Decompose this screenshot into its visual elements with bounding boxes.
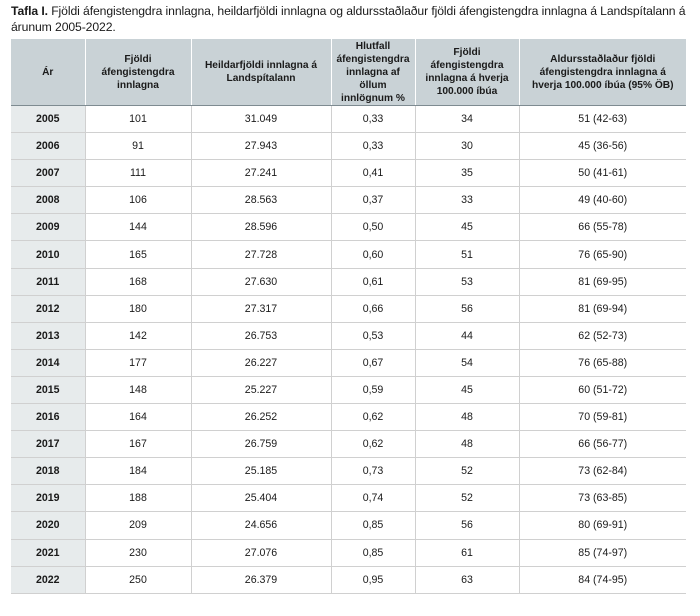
alcohol-admissions-cell: 142 (85, 322, 191, 349)
age-standardized-cell: 62 (52-73) (519, 322, 686, 349)
table-row (11, 133, 686, 160)
per-100k-cell: 51 (415, 241, 519, 268)
table-row (11, 539, 686, 566)
percentage-cell: 0,67 (331, 349, 415, 376)
per-100k-cell: 30 (415, 133, 519, 160)
percentage-cell: 0,33 (331, 106, 415, 133)
table-row (11, 214, 686, 241)
percentage-cell: 0,33 (331, 133, 415, 160)
percentage-cell: 0,61 (331, 268, 415, 295)
year-cell: 2009 (11, 214, 85, 241)
total-admissions-cell: 27.076 (191, 539, 331, 566)
per-100k-cell: 53 (415, 268, 519, 295)
alcohol-admissions-cell: 144 (85, 214, 191, 241)
table-row (11, 404, 686, 431)
header-col-total-admissions: Heildarfjöldi innlagna á Landspítalann (191, 39, 331, 106)
admissions-table (11, 39, 686, 594)
per-100k-cell: 56 (415, 295, 519, 322)
alcohol-admissions-cell: 164 (85, 404, 191, 431)
table-row (11, 106, 686, 133)
caption-text: Fjöldi áfengistengdra innlagna, heildarfjöldi innlagna og aldursstaðlaður fjöldi áfengistengdra innlagna á Landspítalann á árunum 2005-2022. (11, 4, 686, 34)
table-row (11, 376, 686, 403)
age-standardized-cell: 70 (59-81) (519, 404, 686, 431)
per-100k-cell: 56 (415, 512, 519, 539)
total-admissions-cell: 27.943 (191, 133, 331, 160)
percentage-cell: 0,85 (331, 512, 415, 539)
age-standardized-cell: 45 (36-56) (519, 133, 686, 160)
age-standardized-cell: 50 (41-61) (519, 160, 686, 187)
table-row (11, 268, 686, 295)
total-admissions-cell: 26.252 (191, 404, 331, 431)
total-admissions-cell: 27.630 (191, 268, 331, 295)
percentage-cell: 0,66 (331, 295, 415, 322)
year-cell: 2008 (11, 187, 85, 214)
total-admissions-cell: 25.185 (191, 458, 331, 485)
total-admissions-cell: 27.728 (191, 241, 331, 268)
alcohol-admissions-cell: 101 (85, 106, 191, 133)
alcohol-admissions-cell: 168 (85, 268, 191, 295)
age-standardized-cell: 66 (55-78) (519, 214, 686, 241)
table-row (11, 458, 686, 485)
year-cell: 2007 (11, 160, 85, 187)
percentage-cell: 0,85 (331, 539, 415, 566)
alcohol-admissions-cell: 250 (85, 566, 191, 593)
table-header (11, 39, 686, 106)
age-standardized-cell: 73 (63-85) (519, 485, 686, 512)
percentage-cell: 0,74 (331, 485, 415, 512)
header-col-percentage: Hlutfall áfengistengdra innlagna af öllum innlögnum % (331, 39, 415, 106)
table-row (11, 349, 686, 376)
year-cell: 2005 (11, 106, 85, 133)
table-body (11, 106, 686, 594)
year-cell: 2021 (11, 539, 85, 566)
total-admissions-cell: 31.049 (191, 106, 331, 133)
age-standardized-cell: 60 (51-72) (519, 376, 686, 403)
header-col-year: Ár (11, 39, 85, 106)
total-admissions-cell: 25.227 (191, 376, 331, 403)
alcohol-admissions-cell: 177 (85, 349, 191, 376)
year-cell: 2022 (11, 566, 85, 593)
alcohol-admissions-cell: 167 (85, 431, 191, 458)
percentage-cell: 0,41 (331, 160, 415, 187)
per-100k-cell: 52 (415, 458, 519, 485)
alcohol-admissions-cell: 111 (85, 160, 191, 187)
percentage-cell: 0,60 (331, 241, 415, 268)
per-100k-cell: 45 (415, 376, 519, 403)
percentage-cell: 0,62 (331, 404, 415, 431)
year-cell: 2012 (11, 295, 85, 322)
year-cell: 2017 (11, 431, 85, 458)
percentage-cell: 0,59 (331, 376, 415, 403)
caption-label: Tafla I. (11, 4, 48, 18)
total-admissions-cell: 26.227 (191, 349, 331, 376)
table-row (11, 187, 686, 214)
per-100k-cell: 33 (415, 187, 519, 214)
age-standardized-cell: 85 (74-97) (519, 539, 686, 566)
per-100k-cell: 44 (415, 322, 519, 349)
alcohol-admissions-cell: 230 (85, 539, 191, 566)
age-standardized-cell: 81 (69-95) (519, 268, 686, 295)
alcohol-admissions-cell: 209 (85, 512, 191, 539)
total-admissions-cell: 27.317 (191, 295, 331, 322)
per-100k-cell: 48 (415, 431, 519, 458)
age-standardized-cell: 73 (62-84) (519, 458, 686, 485)
year-cell: 2019 (11, 485, 85, 512)
total-admissions-cell: 25.404 (191, 485, 331, 512)
per-100k-cell: 35 (415, 160, 519, 187)
age-standardized-cell: 80 (69-91) (519, 512, 686, 539)
table-row (11, 295, 686, 322)
year-cell: 2006 (11, 133, 85, 160)
age-standardized-cell: 84 (74-95) (519, 566, 686, 593)
alcohol-admissions-cell: 180 (85, 295, 191, 322)
table-row (11, 322, 686, 349)
total-admissions-cell: 28.596 (191, 214, 331, 241)
alcohol-admissions-cell: 106 (85, 187, 191, 214)
total-admissions-cell: 28.563 (191, 187, 331, 214)
year-cell: 2020 (11, 512, 85, 539)
total-admissions-cell: 24.656 (191, 512, 331, 539)
year-cell: 2010 (11, 241, 85, 268)
year-cell: 2016 (11, 404, 85, 431)
alcohol-admissions-cell: 184 (85, 458, 191, 485)
per-100k-cell: 54 (415, 349, 519, 376)
table-row (11, 431, 686, 458)
per-100k-cell: 45 (415, 214, 519, 241)
alcohol-admissions-cell: 188 (85, 485, 191, 512)
age-standardized-cell: 49 (40-60) (519, 187, 686, 214)
header-col-alcohol-admissions: Fjöldi áfengistengdra innlagna (85, 39, 191, 106)
header-row (11, 39, 686, 106)
alcohol-admissions-cell: 165 (85, 241, 191, 268)
age-standardized-cell: 51 (42-63) (519, 106, 686, 133)
table-row (11, 160, 686, 187)
table-row (11, 485, 686, 512)
age-standardized-cell: 66 (56-77) (519, 431, 686, 458)
header-col-per-100k: Fjöldi áfengistengdra innlagna á hverja 100.000 íbúa (415, 39, 519, 106)
percentage-cell: 0,53 (331, 322, 415, 349)
table-row (11, 241, 686, 268)
per-100k-cell: 63 (415, 566, 519, 593)
per-100k-cell: 61 (415, 539, 519, 566)
year-cell: 2014 (11, 349, 85, 376)
total-admissions-cell: 26.759 (191, 431, 331, 458)
total-admissions-cell: 26.753 (191, 322, 331, 349)
header-col-age-standardized: Aldursstaðlaður fjöldi áfengistengdra innlagna á hverja 100.000 íbúa (95% ÖB) (519, 39, 686, 106)
percentage-cell: 0,37 (331, 187, 415, 214)
year-cell: 2018 (11, 458, 85, 485)
percentage-cell: 0,95 (331, 566, 415, 593)
percentage-cell: 0,62 (331, 431, 415, 458)
per-100k-cell: 48 (415, 404, 519, 431)
per-100k-cell: 52 (415, 485, 519, 512)
age-standardized-cell: 76 (65-90) (519, 241, 686, 268)
table-row (11, 512, 686, 539)
age-standardized-cell: 81 (69-94) (519, 295, 686, 322)
year-cell: 2013 (11, 322, 85, 349)
total-admissions-cell: 27.241 (191, 160, 331, 187)
total-admissions-cell: 26.379 (191, 566, 331, 593)
alcohol-admissions-cell: 91 (85, 133, 191, 160)
alcohol-admissions-cell: 148 (85, 376, 191, 403)
year-cell: 2011 (11, 268, 85, 295)
table-row (11, 566, 686, 593)
percentage-cell: 0,73 (331, 458, 415, 485)
table-caption (11, 4, 691, 35)
year-cell: 2015 (11, 376, 85, 403)
age-standardized-cell: 76 (65-88) (519, 349, 686, 376)
per-100k-cell: 34 (415, 106, 519, 133)
percentage-cell: 0,50 (331, 214, 415, 241)
